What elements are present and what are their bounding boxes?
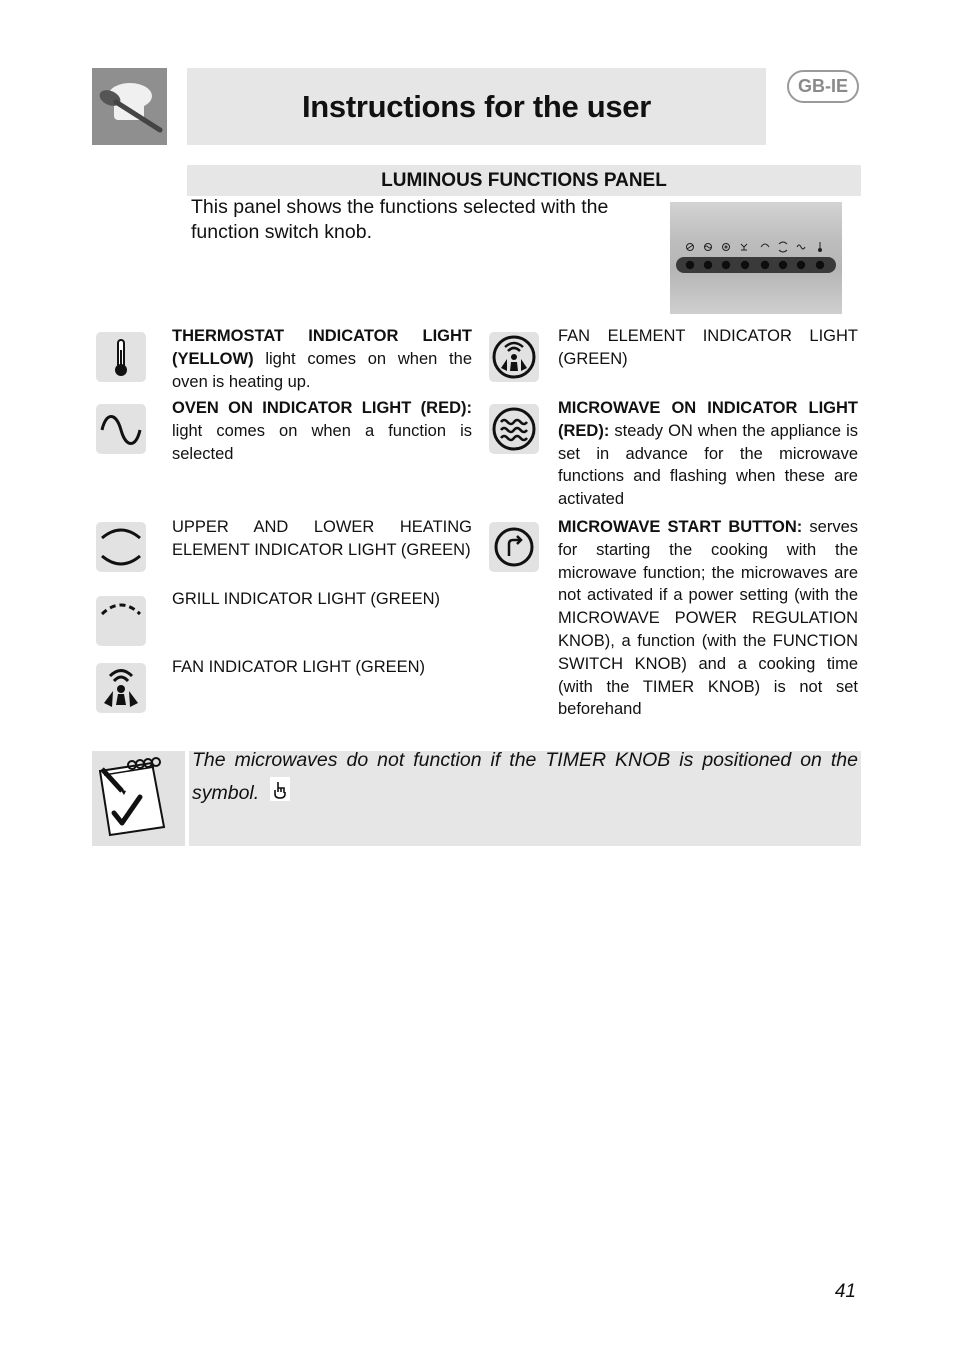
fan-element-indicator-description: FAN ELEMENT INDICATOR LIGHT (GREEN) <box>558 327 858 368</box>
thermometer-icon <box>96 332 146 382</box>
fan-element-icon <box>489 332 539 382</box>
language-badge: GB-IE <box>787 70 859 103</box>
wave-icon <box>96 404 146 454</box>
note-icon-box <box>92 751 185 846</box>
grill-indicator-description: GRILL INDICATOR LIGHT (GREEN) <box>172 590 441 608</box>
thermostat-indicator-description: THERMOSTAT INDICATOR LIGHT (YELLOW) light comes on when the oven is heating up. <box>172 327 472 391</box>
microwave-on-indicator-description: MICROWAVE ON INDICATOR LIGHT (RED): steady ON when the appliance is set in advance for the microwave functions and flashing when these are activated <box>558 399 858 509</box>
spoon-chef-hat-icon <box>92 68 167 145</box>
page-number: 41 <box>834 1281 856 1302</box>
microwave-start-button-description: MICROWAVE START BUTTON: serves for starting the cooking with the microwave function; the microwaves are not activated if a power setting (with the MICROWAVE POWER REGULATION KNOB), a function (with the FUNCTION SWITCH KNOB) and a cooking time (with the TIMER KNOB) is not set beforehand <box>558 518 859 719</box>
oven-on-indicator-description: OVEN ON INDICATOR LIGHT (RED): light comes on when a function is selected <box>172 399 472 463</box>
upper-lower-heating-description: UPPER AND LOWER HEATING ELEMENT INDICATOR LIGHT (GREEN) <box>172 518 472 559</box>
notepad-check-icon <box>92 751 185 846</box>
fan-indicator-description: FAN INDICATOR LIGHT (GREEN) <box>172 658 426 676</box>
microwave-icon <box>489 404 539 454</box>
note-text: The microwaves do not function if the TIMER KNOB is positioned on the symbol. <box>192 744 858 812</box>
grill-icon <box>96 596 146 646</box>
section-intro: This panel shows the functions selected with the function switch knob. <box>191 196 609 243</box>
fan-icon <box>96 663 146 713</box>
logo <box>92 68 167 145</box>
hand-timer-icon <box>269 776 291 812</box>
section-heading: LUMINOUS FUNCTIONS PANEL <box>187 165 861 196</box>
luminous-panel-image <box>670 202 842 314</box>
page-title: Instructions for the user <box>301 88 652 124</box>
upper-lower-heating-icon <box>96 522 146 572</box>
microwave-start-icon <box>489 522 539 572</box>
